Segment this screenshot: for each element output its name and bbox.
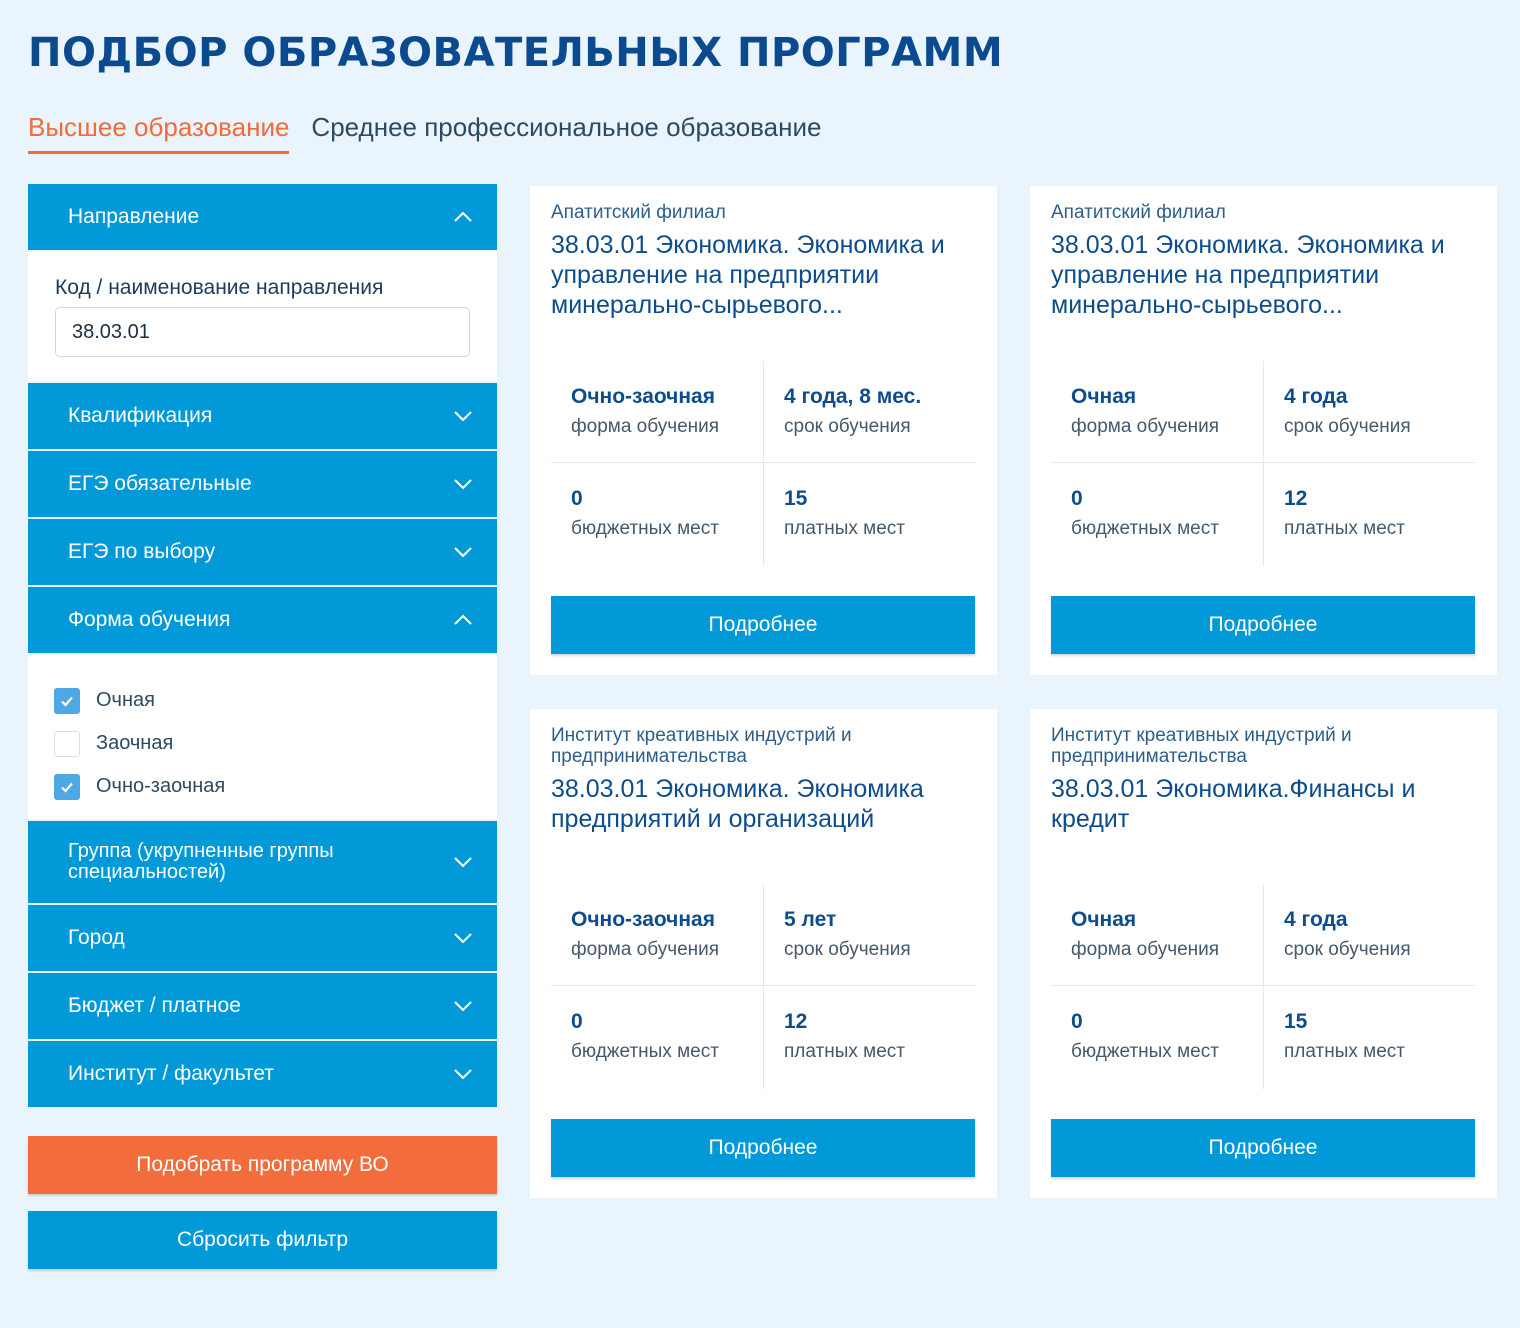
chevron-down-icon <box>451 994 475 1018</box>
divider <box>551 462 975 463</box>
filter-qualification-label: Квалификация <box>68 404 213 427</box>
stat-budget-places <box>571 1010 719 1063</box>
filter-direction-body <box>28 252 497 381</box>
stat-value: 0 <box>571 1010 583 1033</box>
stat-value: 4 года <box>1284 385 1348 408</box>
stat-duration <box>1284 908 1411 961</box>
more-button[interactable]: Подробнее <box>551 596 975 654</box>
page-title: ПОДБОР ОБРАЗОВАТЕЛЬНЫХ ПРОГРАММ <box>28 30 1004 76</box>
divider <box>763 361 764 566</box>
stat-value: 5 лет <box>784 908 837 931</box>
card-title[interactable]: 38.03.01 Экономика. Экономика и управление на предприятии минерально-сырьевого... <box>551 231 945 319</box>
study-form-option-full-time[interactable] <box>28 679 497 722</box>
stat-value: 15 <box>1284 1010 1308 1033</box>
stat-value: 0 <box>1071 1010 1083 1033</box>
card-title[interactable]: 38.03.01 Экономика. Экономика и управление на предприятии минерально-сырьевого... <box>1051 231 1445 319</box>
filter-ege-required-header[interactable] <box>28 451 497 517</box>
stat-value: Очно-заочная <box>571 385 715 408</box>
check-icon <box>59 779 75 795</box>
stat-value: Очная <box>1071 908 1137 931</box>
divider <box>1051 985 1475 986</box>
stat-label: бюджетных мест <box>571 518 719 539</box>
stat-value: 4 года, 8 мес. <box>784 385 922 408</box>
direction-code-input[interactable] <box>55 307 470 357</box>
stat-label: платных мест <box>784 518 905 539</box>
stat-label: срок обучения <box>784 939 911 960</box>
filter-study-form-body <box>28 655 497 819</box>
divider <box>763 884 764 1089</box>
program-card <box>530 186 997 675</box>
card-title[interactable]: 38.03.01 Экономика. Экономика предприятий и организаций <box>551 775 924 833</box>
stat-value: 0 <box>571 487 583 510</box>
stat-label: бюджетных мест <box>1071 518 1219 539</box>
chevron-down-icon <box>451 472 475 496</box>
filter-sidebar <box>28 184 497 1109</box>
stat-paid-places <box>784 487 905 540</box>
chevron-down-icon <box>451 1062 475 1086</box>
filter-group-label: Группа (укрупненные группы специальностей) <box>68 840 334 883</box>
divider <box>551 985 975 986</box>
option-label: Заочная <box>96 732 174 754</box>
chevron-down-icon <box>451 540 475 564</box>
tab-secondary-vocational[interactable]: Среднее профессиональное образование <box>311 112 822 142</box>
filter-city-header[interactable] <box>28 905 497 971</box>
chevron-up-icon <box>451 608 475 632</box>
stat-duration <box>784 908 911 961</box>
filter-ege-required-label: ЕГЭ обязательные <box>68 472 252 495</box>
filter-direction-label: Направление <box>68 205 200 228</box>
filter-budget-header[interactable] <box>28 973 497 1039</box>
stat-study-form <box>571 385 719 438</box>
filter-institute-header[interactable] <box>28 1041 497 1107</box>
chevron-down-icon <box>451 404 475 428</box>
program-card <box>530 709 997 1198</box>
checkbox-unchecked[interactable] <box>54 731 80 757</box>
divider <box>1051 462 1475 463</box>
stat-label: бюджетных мест <box>1071 1041 1219 1062</box>
stat-budget-places <box>1071 487 1219 540</box>
stat-value: 12 <box>1284 487 1308 510</box>
stat-budget-places <box>1071 1010 1219 1063</box>
stat-label: платных мест <box>1284 518 1405 539</box>
stat-duration <box>1284 385 1411 438</box>
stat-label: бюджетных мест <box>571 1041 719 1062</box>
stat-value: Очная <box>1071 385 1137 408</box>
stat-value: 0 <box>1071 487 1083 510</box>
stat-duration <box>784 385 921 438</box>
card-institute: Апатитский филиал <box>551 202 726 223</box>
program-card <box>1030 709 1497 1198</box>
card-stats <box>551 361 975 566</box>
stat-paid-places <box>784 1010 905 1063</box>
stat-label: платных мест <box>1284 1041 1405 1062</box>
stat-value: 12 <box>784 1010 808 1033</box>
card-institute: Институт креативных индустрий и предпринимательства <box>1051 725 1352 767</box>
stat-value: 15 <box>784 487 808 510</box>
filter-direction-header[interactable] <box>28 184 497 250</box>
filter-city-label: Город <box>68 926 125 949</box>
filter-group-header[interactable] <box>28 821 497 903</box>
option-label: Очная <box>96 689 155 711</box>
study-form-option-part-time[interactable] <box>28 722 497 765</box>
education-level-tabs <box>28 108 843 154</box>
chevron-up-icon <box>451 205 475 229</box>
stat-label: форма обучения <box>571 416 720 437</box>
filter-study-form-header[interactable] <box>28 587 497 653</box>
more-button[interactable]: Подробнее <box>1051 596 1475 654</box>
divider <box>1263 361 1264 566</box>
more-button[interactable]: Подробнее <box>1051 1119 1475 1177</box>
option-label: Очно-заочная <box>96 775 226 797</box>
filter-ege-optional-label: ЕГЭ по выбору <box>68 540 216 563</box>
checkbox-checked[interactable] <box>54 688 80 714</box>
checkbox-checked[interactable] <box>54 774 80 800</box>
card-institute: Апатитский филиал <box>1051 202 1226 223</box>
stat-label: срок обучения <box>784 416 911 437</box>
chevron-down-icon <box>451 850 475 874</box>
tab-higher-education[interactable]: Высшее образование <box>28 108 289 154</box>
card-institute: Институт креативных индустрий и предпринимательства <box>551 725 852 767</box>
stat-label: форма обучения <box>571 939 720 960</box>
filter-study-form-label: Форма обучения <box>68 608 231 631</box>
card-stats <box>1051 884 1475 1089</box>
direction-field-label: Код / наименование направления <box>55 276 384 299</box>
more-button[interactable]: Подробнее <box>551 1119 975 1177</box>
stat-paid-places <box>1284 487 1405 540</box>
filter-budget-label: Бюджет / платное <box>68 994 241 1017</box>
find-program-button[interactable]: Подобрать программу ВО <box>28 1136 497 1194</box>
stat-label: форма обучения <box>1071 939 1220 960</box>
study-form-option-mixed[interactable] <box>28 765 497 808</box>
filter-ege-optional-header[interactable] <box>28 519 497 585</box>
check-icon <box>59 693 75 709</box>
chevron-down-icon <box>451 926 475 950</box>
stat-label: срок обучения <box>1284 939 1411 960</box>
card-stats <box>551 884 975 1089</box>
filter-qualification-header[interactable] <box>28 383 497 449</box>
filter-institute-label: Институт / факультет <box>68 1062 274 1085</box>
stat-value: Очно-заочная <box>571 908 715 931</box>
stat-study-form <box>1071 908 1219 961</box>
stat-budget-places <box>571 487 719 540</box>
stat-label: форма обучения <box>1071 416 1220 437</box>
stat-label: платных мест <box>784 1041 905 1062</box>
stat-study-form <box>1071 385 1219 438</box>
stat-study-form <box>571 908 719 961</box>
stat-label: срок обучения <box>1284 416 1411 437</box>
stat-value: 4 года <box>1284 908 1348 931</box>
reset-filter-button[interactable]: Сбросить фильтр <box>28 1211 497 1269</box>
divider <box>1263 884 1264 1089</box>
card-title[interactable]: 38.03.01 Экономика.Финансы и кредит <box>1051 775 1416 833</box>
card-stats <box>1051 361 1475 566</box>
program-card <box>1030 186 1497 675</box>
stat-paid-places <box>1284 1010 1405 1063</box>
